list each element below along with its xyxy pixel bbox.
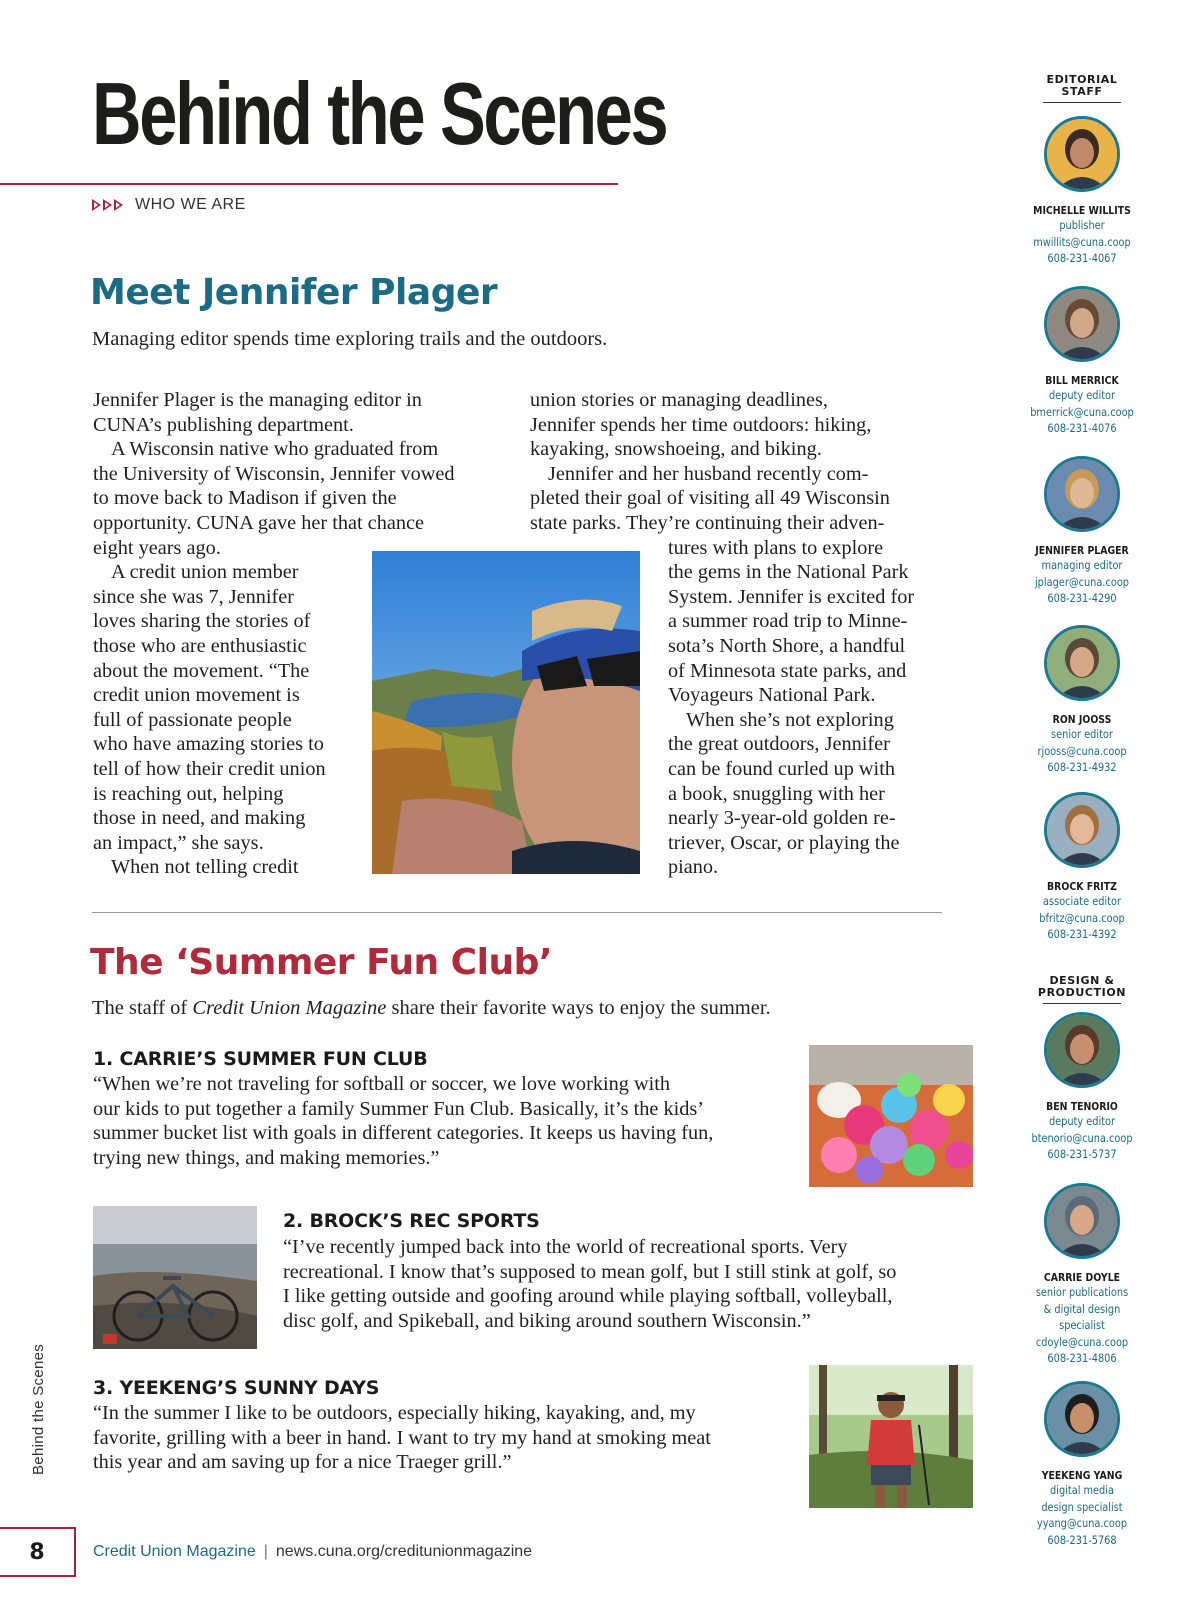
paragraph-line: opportunity. CUNA gave her that chance bbox=[93, 511, 424, 534]
staff-card bbox=[1010, 116, 1154, 267]
entry-line: summer bucket list with goals in different categories. It keeps us having fun, bbox=[93, 1122, 714, 1145]
paragraph-line: CUNA’s publishing department. bbox=[93, 413, 354, 436]
paragraph-line: tell of how their credit union bbox=[93, 757, 326, 780]
page-title: Behind the Scenes bbox=[92, 64, 667, 163]
summer-dek-end: share their favorite ways to enjoy the summer. bbox=[386, 997, 771, 1019]
sidebar-heading-rule bbox=[1043, 102, 1121, 103]
staff-role: managing editor bbox=[1041, 558, 1123, 572]
paragraph-line: nearly 3-year-old golden re- bbox=[668, 807, 896, 830]
paragraph-line: eight years ago. bbox=[93, 536, 221, 559]
page-number: 8 bbox=[29, 1539, 45, 1565]
section-label-row bbox=[92, 196, 246, 214]
footer bbox=[93, 1543, 532, 1561]
staff-role: deputy editor bbox=[1048, 1114, 1116, 1128]
avatar bbox=[1044, 792, 1120, 868]
staff-role: specialist bbox=[1059, 1318, 1105, 1332]
paragraph-line: kayaking, snowshoeing, and biking. bbox=[530, 438, 822, 461]
sidebar-heading-line: PRODUCTION bbox=[1037, 986, 1127, 999]
staff-role: deputy editor bbox=[1048, 388, 1116, 402]
staff-email[interactable]: jplager@cuna.coop bbox=[1034, 574, 1130, 589]
entry-line: “I’ve recently jumped back into the world of recreational sports. Very bbox=[283, 1236, 848, 1258]
entry-line: our kids to put together a family Summer Fun Club. Basically, it’s the kids’ bbox=[93, 1097, 705, 1120]
staff-card bbox=[1010, 456, 1154, 607]
avatar bbox=[1044, 116, 1120, 192]
entry-text bbox=[93, 1401, 711, 1475]
avatar bbox=[1044, 456, 1120, 532]
entry-title: 2. BROCK’S REC SPORTS bbox=[283, 1210, 540, 1232]
title-divider bbox=[0, 183, 618, 185]
bike-lakeshore-photo bbox=[93, 1206, 257, 1349]
paragraph-line: System. Jennifer is excited for bbox=[668, 585, 915, 608]
paragraph-line: a summer road trip to Minne- bbox=[668, 610, 908, 633]
paragraph-line: Jennifer Plager is the managing editor in bbox=[93, 389, 422, 411]
summer-dek-start: The staff of bbox=[92, 997, 193, 1019]
jennifer-selfie-photo bbox=[372, 551, 640, 874]
paragraph-line: since she was 7, Jennifer bbox=[93, 585, 295, 608]
paragraph-line: When not telling credit bbox=[111, 856, 299, 879]
footer-magazine-name: Credit Union Magazine bbox=[93, 1543, 256, 1560]
staff-name: RON JOOSS bbox=[1052, 713, 1112, 726]
avatar bbox=[1044, 625, 1120, 701]
entry-text bbox=[283, 1235, 896, 1333]
paragraph-line: a book, snuggling with her bbox=[668, 782, 885, 805]
paragraph-line: credit union movement is bbox=[93, 684, 300, 707]
paragraph-line: loves sharing the stories of bbox=[93, 610, 311, 633]
entry-title: 1. CARRIE’S SUMMER FUN CLUB bbox=[93, 1048, 428, 1070]
paragraph-line: A credit union member bbox=[111, 561, 299, 584]
staff-name: MICHELLE WILLITS bbox=[1033, 204, 1131, 217]
paragraph-line: pleted their goal of visiting all 49 Wisconsin bbox=[530, 487, 890, 510]
water-balloons-photo bbox=[809, 1045, 973, 1187]
summer-dek bbox=[92, 997, 771, 1020]
footer-separator: | bbox=[263, 1543, 268, 1560]
staff-phone: 608-231-4067 bbox=[1047, 251, 1117, 265]
staff-phone: 608-231-5737 bbox=[1047, 1147, 1117, 1161]
paragraph-line: of Minnesota state parks, and bbox=[668, 659, 907, 682]
staff-phone: 608-231-4290 bbox=[1047, 591, 1117, 605]
staff-email[interactable]: cdoyle@cuna.coop bbox=[1035, 1334, 1129, 1349]
staff-email[interactable]: bfritz@cuna.coop bbox=[1039, 910, 1125, 925]
paragraph-line: the great outdoors, Jennifer bbox=[668, 733, 890, 756]
staff-sidebar bbox=[1010, 0, 1154, 1606]
paragraph-line: Voyageurs National Park. bbox=[668, 684, 876, 707]
entry-text bbox=[93, 1072, 713, 1170]
entry-line: recreational. I know that’s supposed to mean golf, but I still stink at golf, so bbox=[283, 1260, 897, 1283]
vertical-section-label: Behind the Scenes bbox=[30, 1343, 47, 1475]
entry-line: I like getting outside and goofing around while playing softball, volleyball, bbox=[283, 1285, 893, 1308]
paragraph-line: When she’s not exploring bbox=[686, 708, 894, 731]
paragraph-line: an impact,” she says. bbox=[93, 831, 264, 854]
sidebar-heading-line: DESIGN & bbox=[1049, 974, 1115, 987]
paragraph-line: triever, Oscar, or playing the bbox=[668, 831, 900, 854]
paragraph-line: is reaching out, helping bbox=[93, 782, 284, 805]
staff-email[interactable]: yyang@cuna.coop bbox=[1036, 1516, 1128, 1530]
paragraph-line: A Wisconsin native who graduated from bbox=[111, 438, 439, 461]
entry-line: “In the summer I like to be outdoors, especially hiking, kayaking, and, my bbox=[93, 1402, 696, 1424]
sidebar-heading-rule bbox=[1043, 1003, 1121, 1004]
paragraph-line: to move back to Madison if given the bbox=[93, 487, 397, 510]
avatar bbox=[1044, 1183, 1120, 1259]
paragraph-line: about the movement. “The bbox=[93, 659, 310, 682]
summer-heading: The ‘Summer Fun Club’ bbox=[90, 942, 553, 983]
staff-email[interactable]: rjooss@cuna.coop bbox=[1037, 743, 1127, 758]
staff-phone: 608-231-4076 bbox=[1047, 421, 1117, 435]
paragraph-line: sota’s North Shore, a handful bbox=[668, 634, 906, 657]
staff-role: digital media bbox=[1050, 1483, 1114, 1497]
section-divider bbox=[92, 912, 942, 913]
staff-name: BILL MERRICK bbox=[1045, 374, 1119, 387]
avatar bbox=[1044, 286, 1120, 362]
staff-role: design specialist bbox=[1041, 1499, 1123, 1514]
paragraph-line: who have amazing stories to bbox=[93, 733, 324, 756]
paragraph-line: Jennifer and her husband recently com- bbox=[548, 462, 869, 485]
staff-card bbox=[1010, 286, 1154, 437]
staff-name: YEEKENG YANG bbox=[1041, 1469, 1123, 1482]
paragraph-line: state parks. They’re continuing their adven- bbox=[530, 511, 885, 534]
staff-role: senior editor bbox=[1051, 727, 1113, 741]
footer-url[interactable]: news.cuna.org/creditunionmagazine bbox=[275, 1543, 533, 1560]
staff-role: publisher bbox=[1059, 218, 1105, 232]
staff-card bbox=[1010, 625, 1154, 776]
entry-line: trying new things, and making memories.” bbox=[93, 1146, 440, 1169]
sidebar-heading-line: EDITORIAL bbox=[1046, 73, 1118, 86]
staff-email[interactable]: bmerrick@cuna.coop bbox=[1030, 404, 1134, 419]
triple-arrow-icon bbox=[92, 199, 123, 211]
editorial-staff-heading bbox=[1010, 74, 1154, 103]
paragraph-line: full of passionate people bbox=[93, 708, 292, 731]
staff-card bbox=[1010, 1183, 1154, 1367]
entry-line: this year and am saving up for a nice Traeger grill.” bbox=[93, 1451, 512, 1474]
avatar bbox=[1044, 1381, 1120, 1457]
feature-heading: Meet Jennifer Plager bbox=[90, 272, 498, 313]
entry-line: favorite, grilling with a beer in hand. I want to try my hand at smoking meat bbox=[93, 1426, 711, 1449]
magazine-name-italic: Credit Union Magazine bbox=[192, 997, 387, 1019]
staff-email[interactable]: btenorio@cuna.coop bbox=[1031, 1130, 1133, 1145]
staff-name: BEN TENORIO bbox=[1046, 1100, 1118, 1113]
section-label: WHO WE ARE bbox=[135, 196, 246, 213]
entry-line: disc golf, and Spikeball, and biking around southern Wisconsin.” bbox=[283, 1309, 811, 1332]
staff-email[interactable]: mwillits@cuna.coop bbox=[1033, 234, 1131, 249]
staff-name: CARRIE DOYLE bbox=[1043, 1271, 1121, 1284]
paragraph-line: piano. bbox=[668, 856, 719, 879]
staff-card bbox=[1010, 1012, 1154, 1163]
design-production-heading bbox=[1010, 975, 1154, 1004]
staff-role: associate editor bbox=[1043, 894, 1121, 908]
staff-phone: 608-231-4392 bbox=[1047, 927, 1117, 941]
staff-name: BROCK FRITZ bbox=[1047, 880, 1117, 893]
staff-role: senior publications bbox=[1035, 1285, 1129, 1299]
entry-line: “When we’re not traveling for softball or soccer, we love working with bbox=[93, 1073, 671, 1095]
paragraph-line: tures with plans to explore bbox=[668, 536, 884, 559]
staff-card bbox=[1010, 792, 1154, 943]
paragraph-line: union stories or managing deadlines, bbox=[530, 389, 828, 411]
paragraph-line: those in need, and making bbox=[93, 807, 306, 830]
staff-name: JENNIFER PLAGER bbox=[1035, 544, 1129, 557]
staff-card bbox=[1010, 1381, 1154, 1548]
staff-phone: 608-231-4806 bbox=[1047, 1351, 1117, 1365]
staff-phone: 608-231-4932 bbox=[1047, 760, 1117, 774]
staff-role: & digital design bbox=[1043, 1301, 1121, 1316]
staff-phone: 608-231-5768 bbox=[1047, 1532, 1117, 1547]
page-number-box bbox=[0, 1527, 76, 1577]
avatar bbox=[1044, 1012, 1120, 1088]
paragraph-line: the gems in the National Park bbox=[668, 561, 909, 584]
paragraph-line: the University of Wisconsin, Jennifer vowed bbox=[93, 462, 455, 485]
feature-dek: Managing editor spends time exploring trails and the outdoors. bbox=[92, 328, 608, 350]
paragraph-line: those who are enthusiastic bbox=[93, 634, 307, 657]
hiker-forest-photo bbox=[809, 1365, 973, 1508]
paragraph-line: Jennifer spends her time outdoors: hiking, bbox=[530, 413, 872, 436]
paragraph-line: can be found curled up with bbox=[668, 757, 895, 780]
sidebar-heading-line: STAFF bbox=[1061, 85, 1103, 98]
entry-title: 3. YEEKENG’S SUNNY DAYS bbox=[93, 1377, 380, 1399]
